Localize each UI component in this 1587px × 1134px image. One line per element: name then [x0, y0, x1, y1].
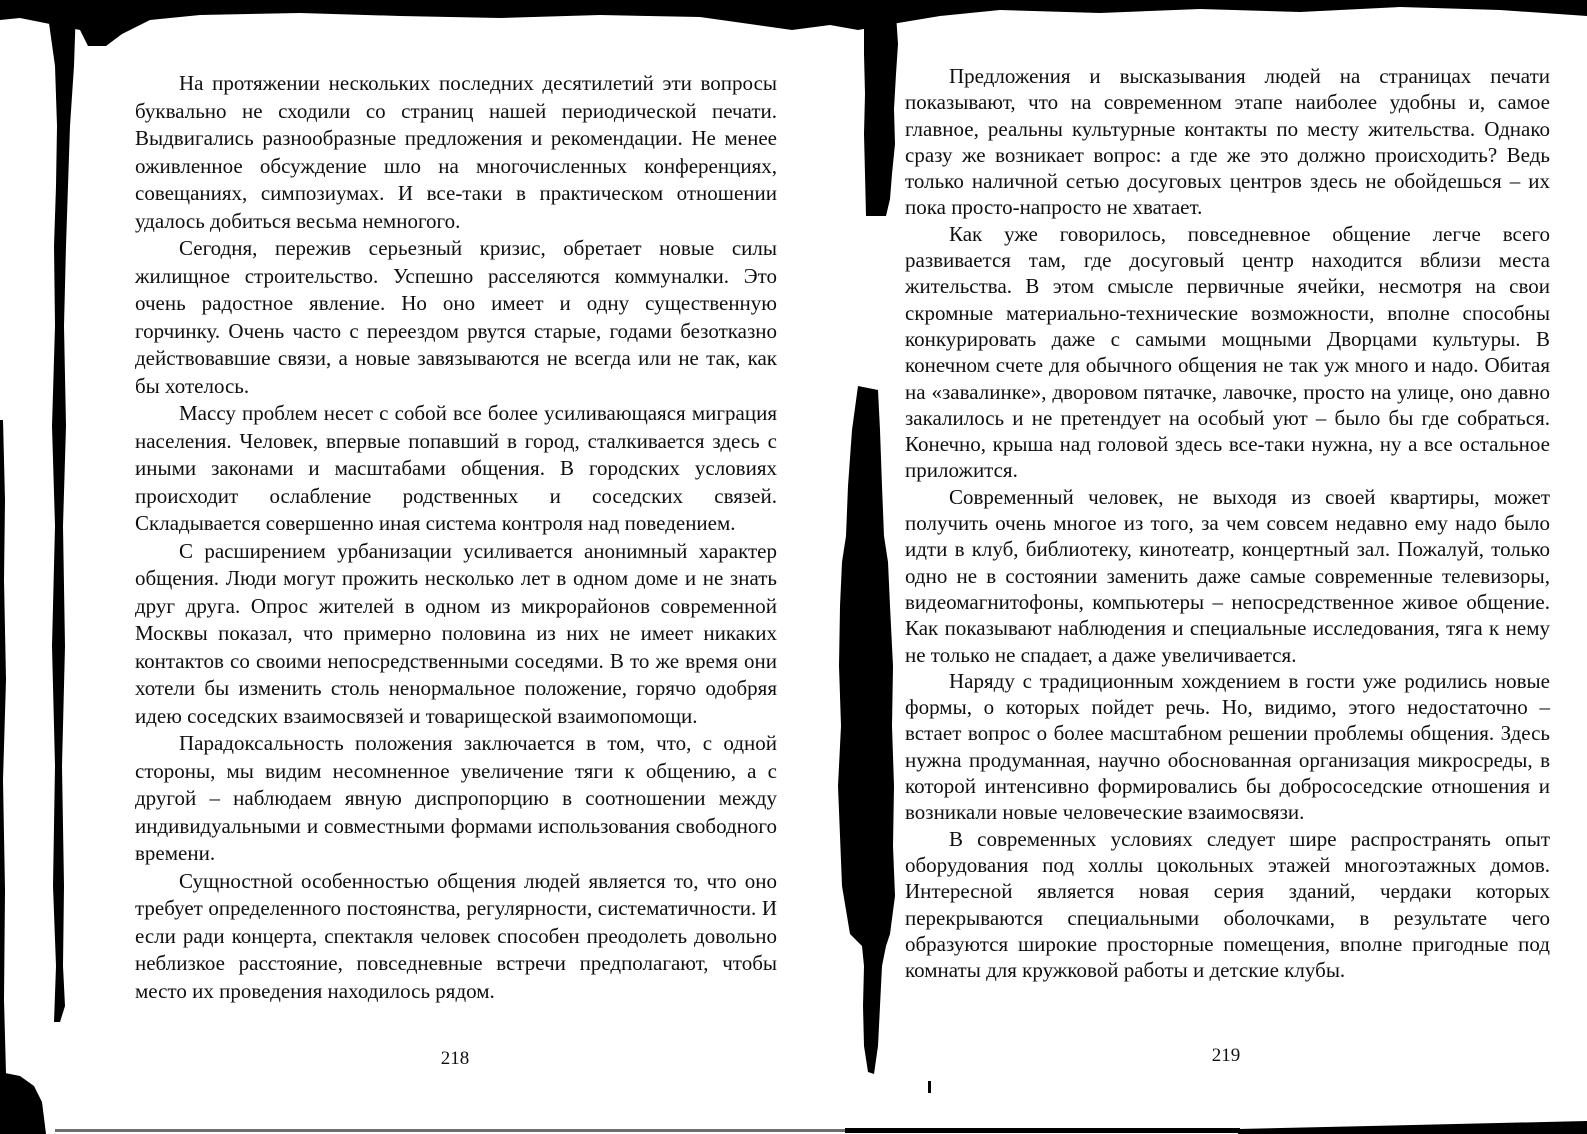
paragraph: В современных условиях следует шире распространять опыт оборудования под холлы цокольных этажей многоэтажных домов. Интересной является новая серия зданий, чердаки которых перекрываются специальными оболочками, в результате чего образуются широкие просторные помещения, вполне пригодные под комнаты для кружковой работы и детские клубы.: [905, 826, 1550, 983]
paragraph: Сегодня, пережив серьезный кризис, обретает новые силы жилищное строительство. Успешно расселяются коммуналки. Это очень радостное явление. Но оно имеет и одну существенную горчинку. Очень часто с переездом рвутся старые, годами безотказно действовавшие связи, а новые завязываются не всегда или не так, как бы хотелось.: [135, 236, 777, 398]
paragraph: Сущностной особенностью общения людей является то, что оно требует определенного постоянства, регулярности, систематичности. И если ради концерта, спектакля человек способен преодолеть довольно неблизкое расстояние, повседневные встречи предполагают, чтобы место их проведения находилось рядом.: [135, 868, 777, 1003]
page-number: 219: [1211, 1045, 1241, 1066]
scan-artifact-bottom-line: [55, 1129, 845, 1132]
paragraph: Массу проблем несет с собой все более усиливающаяся миграция населения. Человек, впервые попавший в город, сталкивается здесь с иными законами и масштабами общения. В городских условиях происходит ослабление родственных и соседских связей. Складывается совершенно иная система контроля над поведением.: [135, 401, 777, 535]
scan-artifact-bottom-left: [0, 1072, 50, 1134]
scan-artifact-gutter-top: [856, 14, 904, 216]
paragraph: Наряду с традиционным хождением в гости уже родились новые формы, о которых пойдет речь. Но, видимо, этого недостаточно – встает вопрос о более масштабном решении проблемы общения. Здесь нужна продуманная, научно обоснованная организация микросреды, в которой интенсивно формировались бы добрососедские отношения и возникали новые человеческие взаимосвязи.: [905, 668, 1550, 825]
scan-artifact-left-margin: [0, 420, 10, 1134]
page-left: [135, 70, 777, 1005]
scan-artifact-top-edge: [0, 0, 1587, 46]
paragraph: Современный человек, не выходя из своей квартиры, может получить очень многое из того, за чем совсем недавно ему надо было идти в клуб, библиотеку, кинотеатр, концертный зал. Пожалуй, только одно не в состоянии заменить даже самые современные телевизоры, видеомагнитофоны, компьютеры – непосредственное живое общение. Как показывают наблюдения и специальные исследования, тяга к нему не только не спадает, а даже увеличивается.: [905, 484, 1550, 667]
paragraph: Как уже говорилось, повседневное общение легче всего развивается там, где досуговый центр находится вблизи места жительства. В этом смысле первичные ячейки, несмотря на свои скромные материально-технические возможности, вполне способны конкурировать даже с самыми мощными Дворцами культуры. В конечном счете для обычного общения не так уж много и надо. Обитая на «завалинке», дворовом пятачке, лавочке, просто на улице, оно давно закалилось и не претендует на особый уют – было бы где собраться. Конечно, крыша над головой здесь все-таки нужна, ну а все остальное приложится.: [905, 221, 1550, 483]
scan-artifact-left-streak: [30, 6, 78, 1022]
scan-artifact-bottom-thin: [845, 1128, 1240, 1133]
scan-artifact-tick: [928, 1081, 931, 1093]
paragraph: Парадоксальность положения заключается в том, что, с одной стороны, мы видим несомненное увеличение тяги к общению, а с другой – наблюдаем явную диспропорцию в соотношении между индивидуальными и совместными формами использования свободного времени.: [135, 731, 777, 865]
page-right: [905, 63, 1550, 983]
scan-artifact-bottom-bar: [1238, 1121, 1587, 1134]
paragraph: Предложения и высказывания людей на страницах печати показывают, что на современном этапе наиболее удобны и, самое главное, реальны культурные контакты по месту жительства. Однако сразу же возникает вопрос: а где же это должно происходить? Ведь только наличной сетью досуговых центров здесь не обойдешься – их пока просто-напросто не хватает.: [905, 64, 1550, 220]
page-number: 218: [440, 1048, 470, 1069]
paragraph: На протяжении нескольких последних десятилетий эти вопросы буквально не сходили со страниц нашей периодической печати. Выдвигались разнообразные предложения и рекомендации. Не менее оживленное обсуждение шло на многочисленных конференциях, совещаниях, симпозиумах. И все-таки в практическом отношении удалось добиться весьма немногого.: [135, 71, 777, 233]
paragraph: С расширением урбанизации усиливается анонимный характер общения. Люди могут прожить несколько лет в одном доме и не знать друг друга. Опрос жителей в одном из микрорайонов современной Москвы показал, что примерно половина из них не имеет никаких контактов со своими непосредственными соседями. В то же время они хотели бы изменить столь ненормальное положение, горячо одобряя идею соседских взаимосвязей и товарищеской взаимопомощи.: [135, 538, 777, 728]
scan-artifact-gutter-blob: [830, 386, 904, 1074]
